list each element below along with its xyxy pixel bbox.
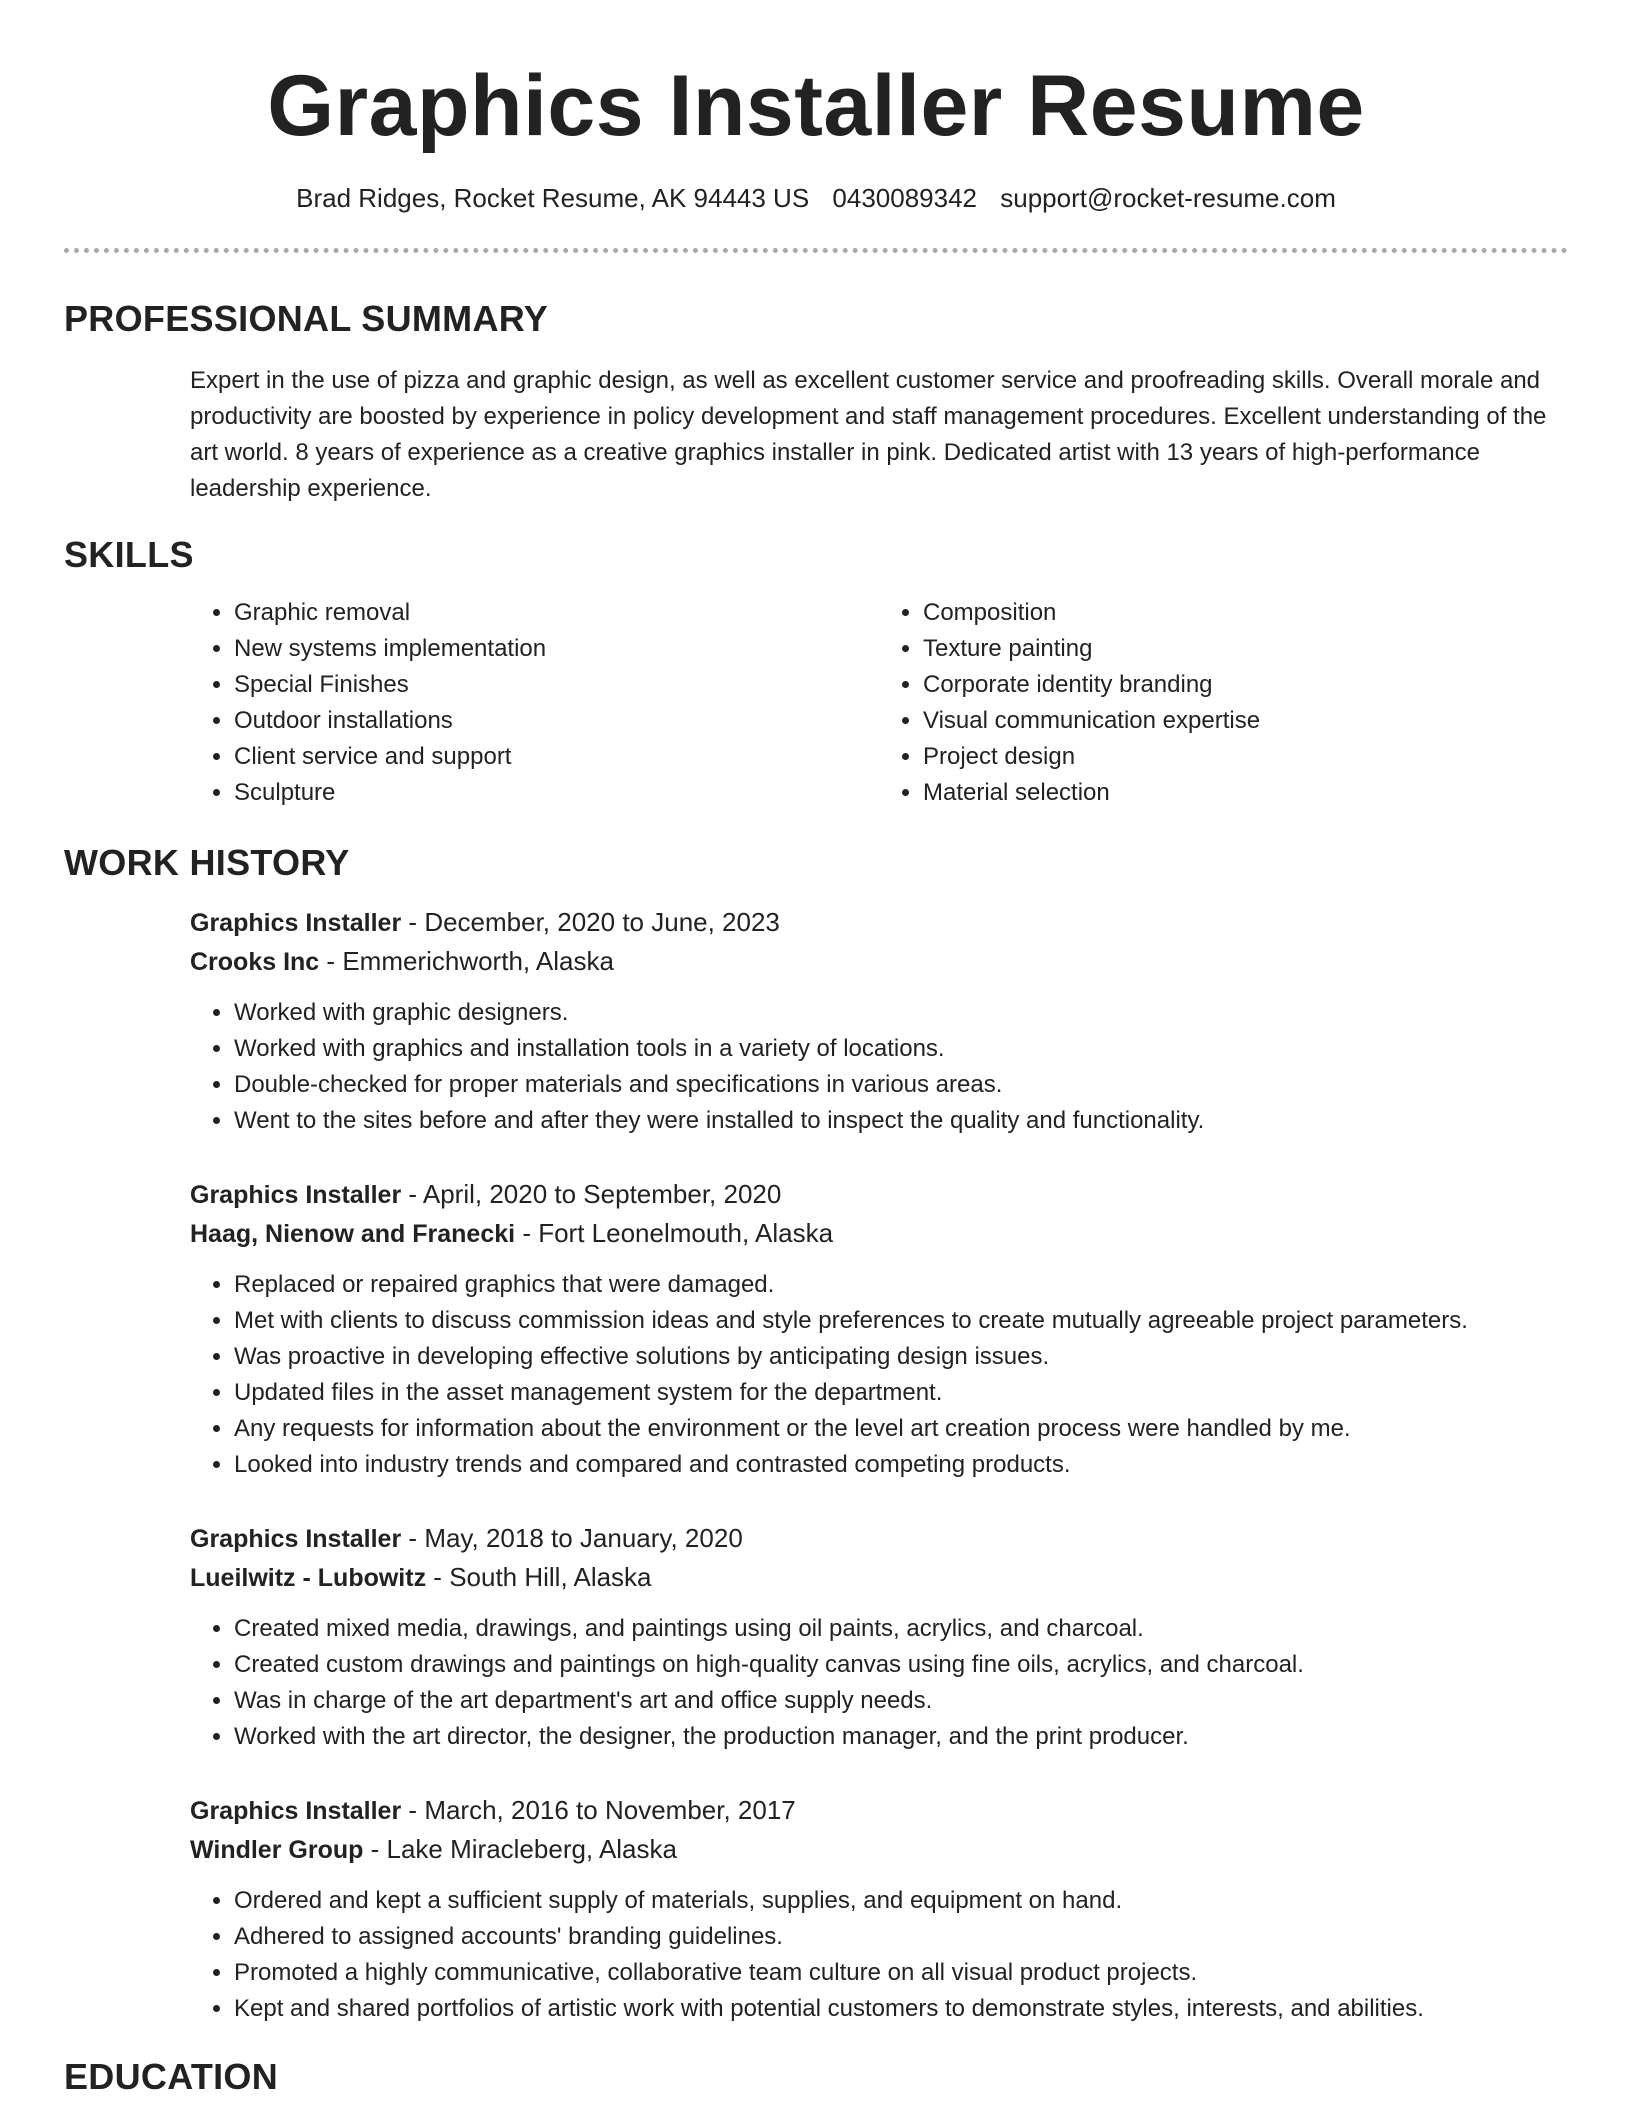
job-entry xyxy=(190,1175,1568,1483)
job-title: Graphics Installer xyxy=(190,1181,402,1209)
job-bullet: • Double-checked for proper materials and specifications in various areas. xyxy=(234,1067,1568,1103)
job-bullet: • Created custom drawings and paintings on high-quality canvas using fine oils, acrylics, and charcoal. xyxy=(234,1647,1568,1683)
job-bullet: • Any requests for information about the environment or the level art creation process were handled by me. xyxy=(234,1411,1568,1447)
contact-email[interactable]: support@rocket-resume.com xyxy=(1000,183,1336,213)
skill-item: • Special Finishes xyxy=(234,667,879,703)
skill-item: • Graphic removal xyxy=(234,595,879,631)
resume-title: Graphics Installer Resume xyxy=(267,58,1365,154)
job-company: Crooks Inc xyxy=(190,948,320,976)
job-bullet: • Promoted a highly communicative, collaborative team culture on all visual product projects. xyxy=(234,1955,1568,1991)
skill-item: • Composition xyxy=(923,595,1568,631)
job-company-line: Lueilwitz - Lubowitz - South Hill, Alaska xyxy=(190,1562,652,1592)
skill-item: • Visual communication expertise xyxy=(923,703,1568,739)
job-location: South Hill, Alaska xyxy=(449,1562,652,1592)
job-dates: April, 2020 to September, 2020 xyxy=(422,1179,782,1209)
job-entry xyxy=(190,1519,1568,1755)
job-bullet: • Replaced or repaired graphics that were damaged. xyxy=(234,1267,1568,1303)
skill-item: • Project design xyxy=(923,739,1568,775)
skill-item: • Material selection xyxy=(923,775,1568,811)
skill-item: • Sculpture xyxy=(234,775,879,811)
skill-item: • Outdoor installations xyxy=(234,703,879,739)
education-heading: EDUCATION xyxy=(64,2056,279,2097)
job-company: Haag, Nienow and Franecki xyxy=(190,1220,516,1248)
job-bullet: • Worked with graphic designers. xyxy=(234,995,1568,1031)
work-history-heading: WORK HISTORY xyxy=(64,842,350,883)
contact-phone: 0430089342 xyxy=(832,183,978,213)
job-entry xyxy=(190,1791,1568,2027)
job-location: Emmerichworth, Alaska xyxy=(342,946,614,976)
job-title: Graphics Installer xyxy=(190,1525,402,1553)
job-title-line: Graphics Installer - May, 2018 to January, 2020 xyxy=(190,1523,743,1553)
job-location: Lake Miracleberg, Alaska xyxy=(386,1834,677,1864)
job-bullet: • Kept and shared portfolios of artistic work with potential customers to demonstrate styles, interests, and abilities. xyxy=(234,1991,1568,2027)
job-bullet: • Ordered and kept a sufficient supply of materials, supplies, and equipment on hand. xyxy=(234,1883,1568,1919)
summary-heading: PROFESSIONAL SUMMARY xyxy=(64,298,549,339)
skill-item: • New systems implementation xyxy=(234,631,879,667)
summary-text: Expert in the use of pizza and graphic design, as well as excellent customer service and proofreading skills. Overall morale and productivity are boosted by experience in policy development and staff management procedures. Excellent understanding of the art world. 8 years of experience as a creative graphics installer in pink. Dedicated artist with 13 years of high-performance leadership experience. xyxy=(190,367,1547,502)
job-bullet: • Updated files in the asset management system for the department. xyxy=(234,1375,1568,1411)
job-bullet: • Created mixed media, drawings, and paintings using oil paints, acrylics, and charcoal. xyxy=(234,1611,1568,1647)
skill-item: • Texture painting xyxy=(923,631,1568,667)
job-bullet: • Adhered to assigned accounts' branding guidelines. xyxy=(234,1919,1568,1955)
job-dates: May, 2018 to January, 2020 xyxy=(424,1523,743,1553)
job-bullets xyxy=(190,1883,1568,2027)
job-bullets xyxy=(190,1611,1568,1755)
skill-item: • Corporate identity branding xyxy=(923,667,1568,703)
job-title-line: Graphics Installer - December, 2020 to June, 2023 xyxy=(190,907,780,937)
job-title-line: Graphics Installer - March, 2016 to November, 2017 xyxy=(190,1795,796,1825)
job-bullet: • Met with clients to discuss commission ideas and style preferences to create mutually agreeable project parameters. xyxy=(234,1303,1568,1339)
job-company: Windler Group xyxy=(190,1836,364,1864)
job-bullet: • Worked with graphics and installation tools in a variety of locations. xyxy=(234,1031,1568,1067)
header-divider xyxy=(64,248,1568,253)
job-bullet: • Went to the sites before and after they were installed to inspect the quality and functionality. xyxy=(234,1103,1568,1139)
job-bullet: • Was proactive in developing effective solutions by anticipating design issues. xyxy=(234,1339,1568,1375)
job-dates: December, 2020 to June, 2023 xyxy=(424,907,780,937)
job-company: Lueilwitz - Lubowitz xyxy=(190,1564,427,1592)
job-title: Graphics Installer xyxy=(190,1797,402,1825)
job-bullets xyxy=(190,995,1568,1139)
skills-column-left xyxy=(190,595,879,811)
job-entry xyxy=(190,903,1568,1139)
job-bullet: • Looked into industry trends and compared and contrasted competing products. xyxy=(234,1447,1568,1483)
contact-info xyxy=(0,180,1632,216)
job-bullet: • Worked with the art director, the designer, the production manager, and the print producer. xyxy=(234,1719,1568,1755)
job-company-line: Haag, Nienow and Franecki - Fort Leonelmouth, Alaska xyxy=(190,1218,834,1248)
job-bullet: • Was in charge of the art department's art and office supply needs. xyxy=(234,1683,1568,1719)
job-dates: March, 2016 to November, 2017 xyxy=(424,1795,796,1825)
job-title-line: Graphics Installer - April, 2020 to September, 2020 xyxy=(190,1179,782,1209)
skills-list xyxy=(190,595,1568,811)
skills-column-right xyxy=(879,595,1568,811)
job-bullets xyxy=(190,1267,1568,1483)
skills-heading: SKILLS xyxy=(64,534,194,575)
job-location: Fort Leonelmouth, Alaska xyxy=(538,1218,834,1248)
contact-address: Brad Ridges, Rocket Resume, AK 94443 US xyxy=(296,183,810,213)
job-company-line: Windler Group - Lake Miracleberg, Alaska xyxy=(190,1834,677,1864)
job-title: Graphics Installer xyxy=(190,909,402,937)
skill-item: • Client service and support xyxy=(234,739,879,775)
job-company-line: Crooks Inc - Emmerichworth, Alaska xyxy=(190,946,614,976)
